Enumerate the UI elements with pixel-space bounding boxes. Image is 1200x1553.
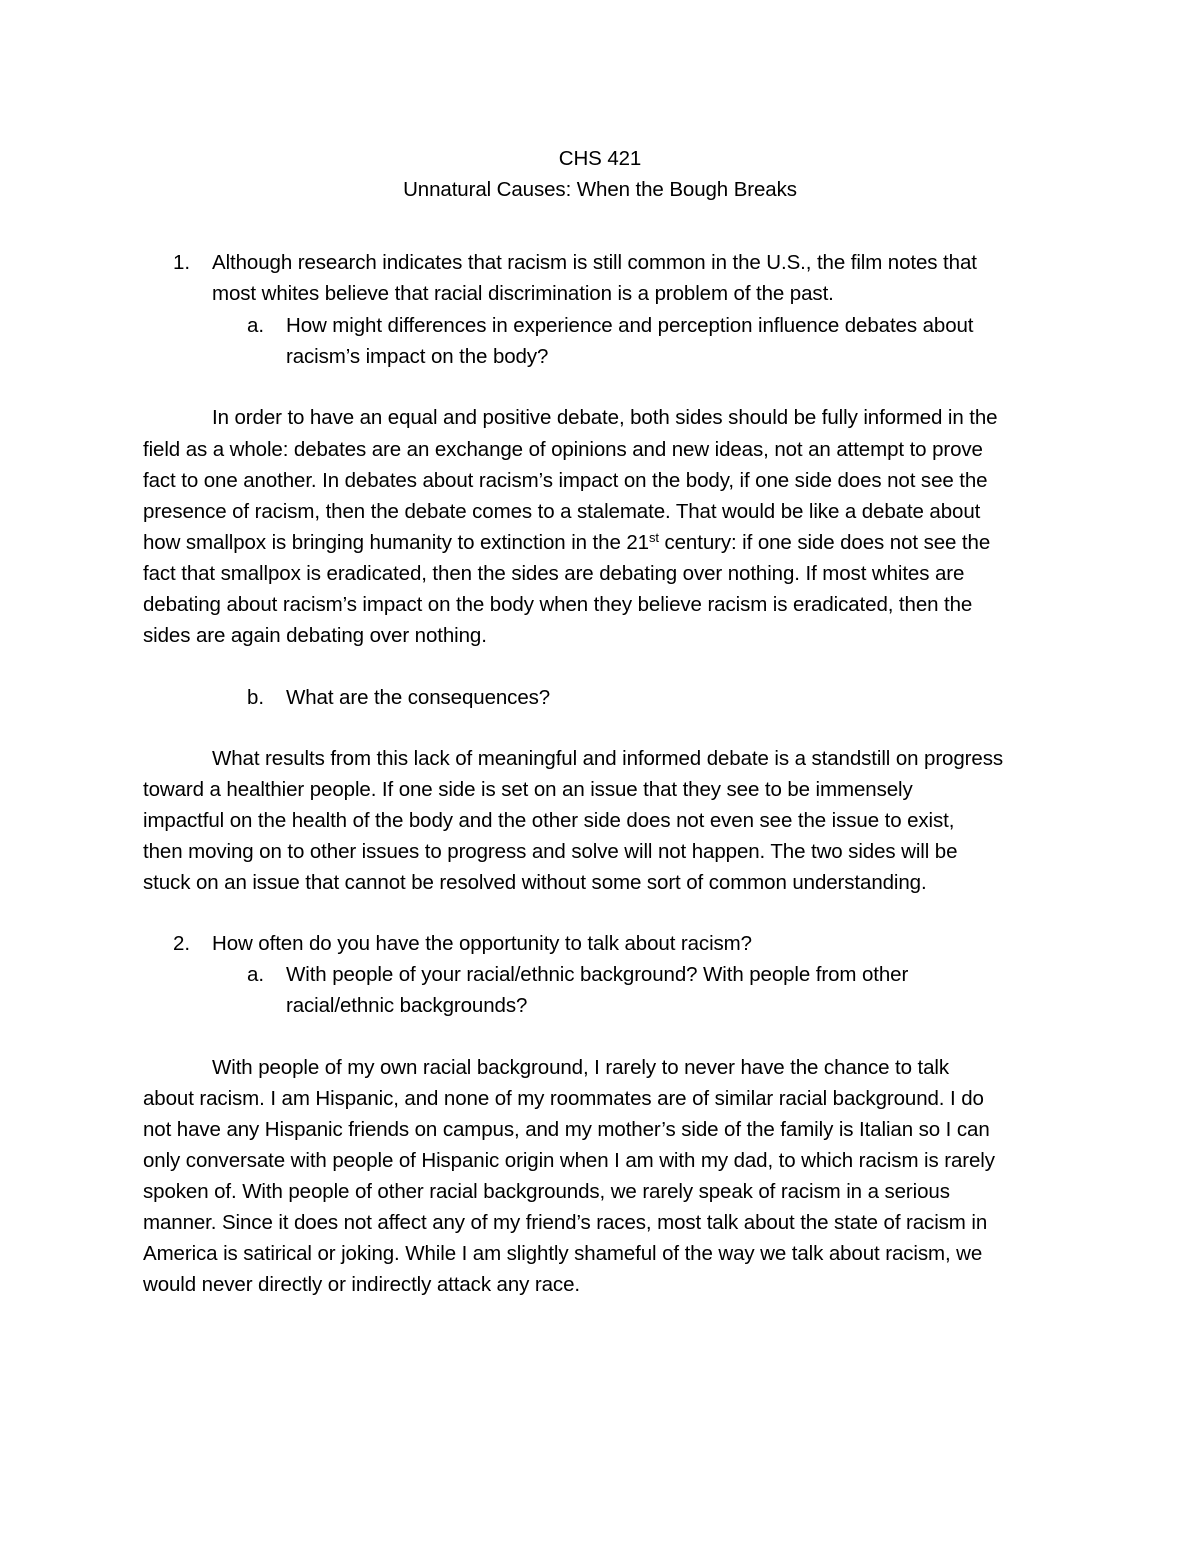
question-2a-line-1: With people of your racial/ethnic background? With people from other (286, 963, 909, 986)
question-1-number: 1. (173, 251, 191, 274)
question-1-line-1: Although research indicates that racism is still common in the U.S., the film notes that (212, 251, 977, 274)
ordinal-superscript: st (648, 530, 659, 545)
answer-1b-line: stuck on an issue that cannot be resolved without some sort of common understanding. (143, 871, 927, 894)
question-1-line-2: most whites believe that racial discrimination is a problem of the past. (212, 282, 834, 305)
answer-1a-line (143, 529, 990, 557)
answer-2a-line: would never directly or indirectly attack any race. (143, 1273, 580, 1296)
answer-1b-line: impactful on the health of the body and the other side does not even see the issue to exist, (143, 809, 955, 832)
answer-1b-line: What results from this lack of meaningful and informed debate is a standstill on progress (212, 747, 1003, 770)
answer-1b-line: then moving on to other issues to progress and solve will not happen. The two sides will be (143, 840, 958, 863)
document-title: Unnatural Causes: When the Bough Breaks (403, 178, 797, 201)
answer-1b-line: toward a healthier people. If one side is set on an issue that they see to be immensely (143, 778, 913, 801)
question-2a-letter: a. (247, 963, 265, 986)
answer-1a-line-text: how smallpox is bringing humanity to extinction in the 21 (143, 531, 649, 554)
answer-2a-line: only conversate with people of Hispanic origin when I am with my dad, to which racism is rarely (143, 1149, 995, 1172)
question-1b-text: What are the consequences? (286, 686, 551, 709)
answer-1a-line: presence of racism, then the debate comes to a stalemate. That would be like a debate about (143, 500, 981, 523)
answer-1a-line: fact to one another. In debates about racism’s impact on the body, if one side does not see the (143, 469, 988, 492)
question-1a-line-2: racism’s impact on the body? (286, 345, 549, 368)
answer-1a-line: field as a whole: debates are an exchange of opinions and new ideas, not an attempt to prove (143, 438, 983, 461)
question-2-text: How often do you have the opportunity to talk about racism? (212, 932, 752, 955)
answer-2a-line: With people of my own racial background, I rarely to never have the chance to talk (212, 1056, 950, 1079)
question-1b-letter: b. (247, 686, 265, 709)
question-1a-letter: a. (247, 314, 265, 337)
question-1a-line-1: How might differences in experience and perception influence debates about (286, 314, 974, 337)
answer-2a-line: not have any Hispanic friends on campus, and my mother’s side of the family is Italian so I can (143, 1118, 990, 1141)
answer-1a-line: fact that smallpox is eradicated, then the sides are debating over nothing. If most whites are (143, 562, 965, 585)
answer-1a-line: sides are again debating over nothing. (143, 624, 487, 647)
answer-2a-line: about racism. I am Hispanic, and none of my roommates are of similar racial background. I do (143, 1087, 984, 1110)
question-2a-line-2: racial/ethnic backgrounds? (286, 994, 528, 1017)
answer-1a-line: In order to have an equal and positive debate, both sides should be fully informed in the (212, 406, 998, 429)
answer-2a-line: spoken of. With people of other racial backgrounds, we rarely speak of racism in a serious (143, 1180, 950, 1203)
answer-2a-line: America is satirical or joking. While I am slightly shameful of the way we talk about racism, we (143, 1242, 983, 1265)
answer-2a-line: manner. Since it does not affect any of my friend’s races, most talk about the state of racism in (143, 1211, 988, 1234)
answer-1a-line: debating about racism’s impact on the body when they believe racism is eradicated, then the (143, 593, 973, 616)
question-2-number: 2. (173, 932, 191, 955)
answer-1a-line-text: century: if one side does not see the (658, 531, 991, 554)
course-code: CHS 421 (558, 147, 642, 170)
